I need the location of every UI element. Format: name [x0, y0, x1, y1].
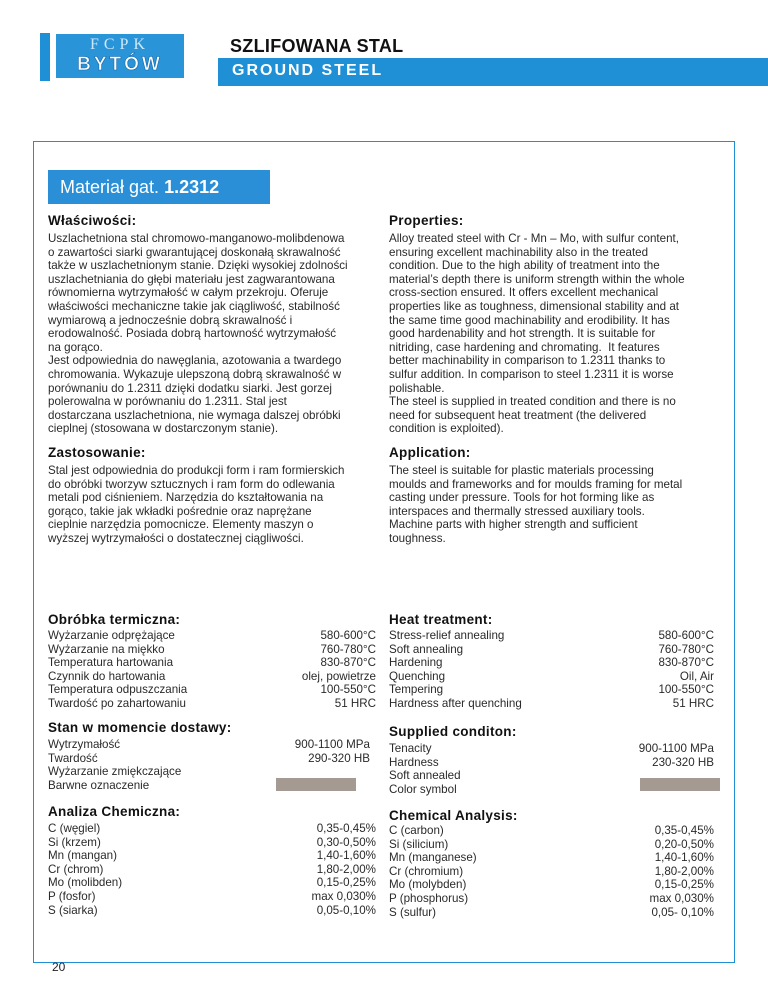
logo-accent-bar — [40, 33, 50, 81]
supplied-labels-pl: Wytrzymałość Twardość Wyżarzanie zmiękczające Barwne oznaczenie — [48, 738, 182, 792]
chemical-heading-pl: Analiza Chemiczna: — [48, 804, 181, 819]
page-title: SZLIFOWANA STAL — [230, 36, 404, 56]
chemical-labels-en: C (carbon) Si (silicium) Mn (manganese) Cr (chromium) Mo (molybden) P (phosphorus) S (sulfur) — [389, 824, 477, 919]
logo-bottom-text: BYTÓW — [77, 54, 163, 75]
properties-heading-pl: Właściwości: — [48, 213, 137, 228]
material-prefix: Materiał gat. — [60, 177, 160, 197]
color-symbol-swatch-pl — [276, 778, 356, 791]
chemical-labels-pl: C (węgiel) Si (krzem) Mn (mangan) Cr (chrom) Mo (molibden) P (fosfor) S (siarka) — [48, 822, 123, 917]
material-title — [60, 177, 219, 198]
heat-heading-en: Heat treatment: — [389, 612, 493, 627]
page-number: 20 — [52, 960, 66, 974]
material-grade: 1.2312 — [164, 177, 220, 197]
heat-labels-pl: Wyżarzanie odprężające Wyżarzanie na miękko Temperatura hartowania Czynnik do hartowania Temperatura odpuszczania Twardość po zahartowaniu — [48, 629, 188, 710]
supplied-values-en: 900-1100 MPa 230-320 HB — [638, 742, 714, 769]
supplied-labels-en: Tenacity Hardness Soft annealed Color symbol — [389, 742, 461, 796]
heat-heading-pl: Obróbka termiczna: — [48, 612, 181, 627]
chemical-values-pl: 0,35-0,45% 0,30-0,50% 1,40-1,60% 1,80-2,00% 0,15-0,25% max 0,030% 0,05-0,10% — [311, 822, 376, 917]
heat-values-pl: 580-600°C 760-780°C 830-870°C olej, powietrze 100-550°C 51 HRC — [301, 629, 376, 710]
application-text-en: The steel is suitable for plastic materials processing moulds and frameworks and for moulds framing for metal casting under pressure. Tools for hot forming like as interspaces and thermally stressed auxiliary tools. Machine parts with higher strength and sufficient toughness. — [389, 464, 683, 545]
properties-text-en: Alloy treated steel with Cr - Mn – Mo, with sulfur content, ensuring excellent machinability also in the treated condition. Due to the high ability of treatment into the material’s depth there is uniform strength within the whole cross-section ensured. It offers excellent mechanical properties like as toughness, dimensional stability and at the same time good machinability and erodibility. It has good hardenability and hot strength. It is suitable for nitriding, case hardening and chromating. It features better machinability in comparison to 1.2311 thanks to sulfur addition. In comparison to steel 1.2311 it is worse polishable. The steel is supplied in treated condition and there is no need for subsequent heat treatment (the delivered condition is exploited). — [389, 232, 685, 436]
chemical-heading-en: Chemical Analysis: — [389, 808, 518, 823]
application-heading-pl: Zastosowanie: — [48, 445, 146, 460]
supplied-values-pl: 900-1100 MPa 290-320 HB — [294, 738, 370, 765]
chemical-values-en: 0,35-0,45% 0,20-0,50% 1,40-1,60% 1,80-2,00% 0,15-0,25% max 0,030% 0,05- 0,10% — [649, 824, 714, 919]
logo — [56, 34, 184, 78]
properties-heading-en: Properties: — [389, 213, 464, 228]
properties-text-pl: Uszlachetniona stal chromowo-manganowo-molibdenowa o zawartości siarki gwarantującej doskonałą skrawalność także w uszlachetnionym stanie. Dzięki wysokiej zdolności uszlachetniania do głębi materiału jest zagwarantowana równomierna wytrzymałość w całym przekroju. Oferuje właściwości mechaniczne takie jak ciągliwość, stabilność wymiarową a jednocześnie dobrą skrawalność i erodowalność. Posiada dobrą hartowność wytrzymałość na gorąco. Jest odpowiednia do nawęglania, azotowania a twardego chromowania. Wykazuje ulepszoną dobrą skrawalność w porównaniu do 1.2311 dzięki dodatku siarki. Jest gorzej polerowalna w porównaniu do 1.2311. Stal jest dostarczana uszlachetniona, nie wymaga dalszej obróbki cieplnej (stosowana w dostarczonym stanie). — [48, 232, 348, 436]
page-subtitle: GROUND STEEL — [232, 62, 384, 79]
heat-values-en: 580-600°C 760-780°C 830-870°C Oil, Air 100-550°C 51 HRC — [658, 629, 714, 710]
supplied-heading-en: Supplied conditon: — [389, 724, 517, 739]
logo-top-text: FCPK — [89, 36, 151, 53]
application-text-pl: Stal jest odpowiednia do produkcji form i ram formierskich do obróbki tworzyw sztucznych i ram form do odlewania metali pod ciśnieniem. Narzędzia do kształtowania na gorąco, takie jak wkładki pośrednie oraz naprężane cieplnie narzędzia pomocnicze. Elementy maszyn o wyższej wytrzymałości o dostatecznej ciągliwości. — [48, 464, 345, 545]
heat-labels-en: Stress-relief annealing Soft annealing Hardening Quenching Tempering Hardness after quenching — [389, 629, 522, 710]
supplied-heading-pl: Stan w momencie dostawy: — [48, 720, 232, 735]
application-heading-en: Application: — [389, 445, 471, 460]
color-symbol-swatch-en — [640, 778, 720, 791]
